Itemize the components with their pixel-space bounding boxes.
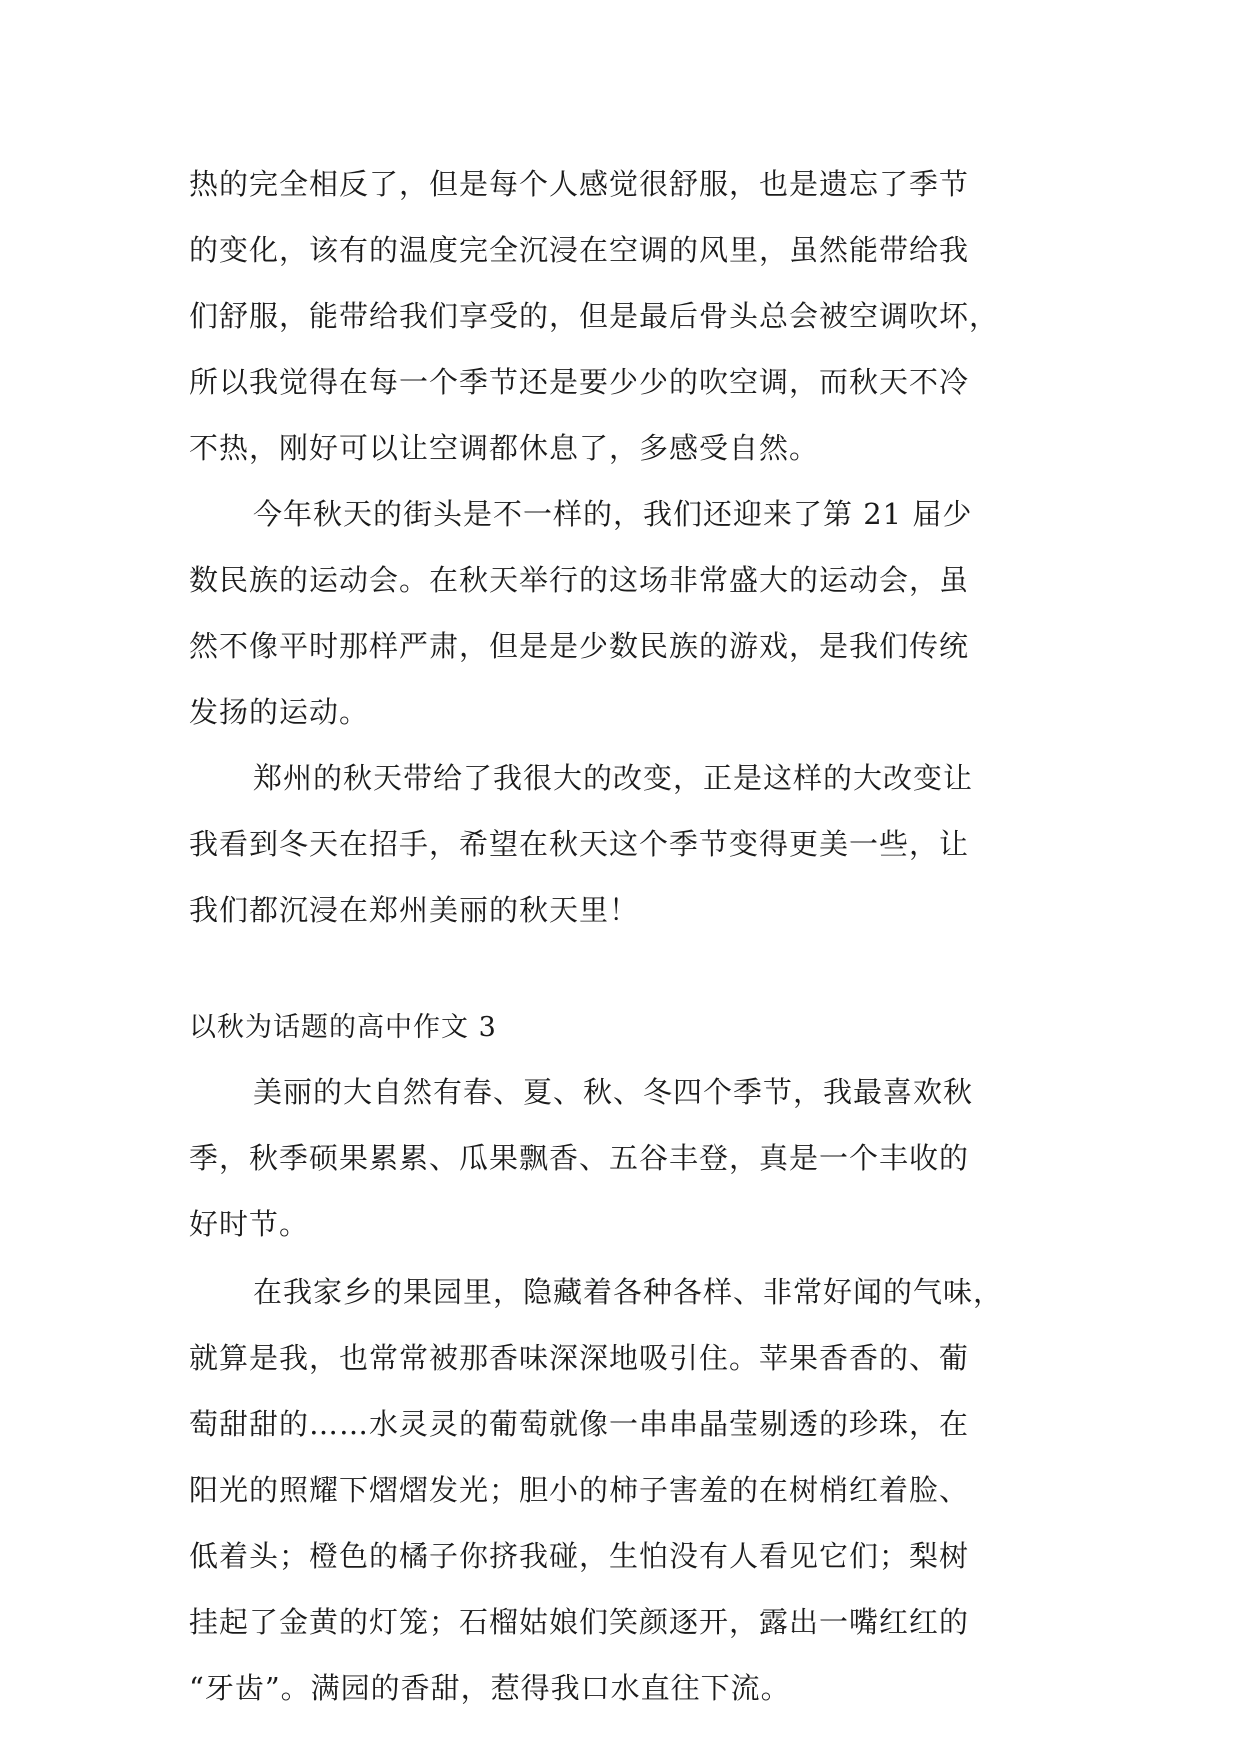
paragraph-1-line-1: 热的完全相反了，但是每个人感觉很舒服，也是遗忘了季节 <box>189 167 970 201</box>
paragraph-1-line-5: 不热，刚好可以让空调都休息了，多感受自然。 <box>189 431 820 465</box>
paragraph-4-line-1: 美丽的大自然有春、夏、秋、冬四个季节，我最喜欢秋 <box>253 1075 974 1109</box>
paragraph-2-line-2: 数民族的运动会。在秋天举行的这场非常盛大的运动会，虽 <box>189 563 970 597</box>
paragraph-5-line-1: 在我家乡的果园里，隐藏着各种各样、非常好闻的气味， <box>253 1275 1004 1309</box>
paragraph-1-line-4: 所以我觉得在每一个季节还是要少少的吹空调，而秋天不冷 <box>189 365 970 399</box>
paragraph-3-line-1: 郑州的秋天带给了我很大的改变，正是这样的大改变让 <box>253 761 974 795</box>
section-heading: 以秋为话题的高中作文 3 <box>189 1012 497 1043</box>
paragraph-5-line-5: 低着头；橙色的橘子你挤我碰，生怕没有人看见它们；梨树 <box>189 1539 970 1573</box>
paragraph-5-line-6: 挂起了金黄的灯笼；石榴姑娘们笑颜逐开，露出一嘴红红的 <box>189 1605 970 1639</box>
paragraph-3-line-3: 我们都沉浸在郑州美丽的秋天里！ <box>189 893 640 927</box>
paragraph-4-line-3: 好时节。 <box>189 1207 310 1241</box>
paragraph-1-line-3: 们舒服，能带给我们享受的，但是最后骨头总会被空调吹坏， <box>189 299 1000 333</box>
paragraph-1-line-2: 的变化，该有的温度完全沉浸在空调的风里，虽然能带给我 <box>189 233 970 267</box>
paragraph-2-line-3: 然不像平时那样严肃，但是是少数民族的游戏，是我们传统 <box>189 629 970 663</box>
paragraph-5-line-2: 就算是我，也常常被那香味深深地吸引住。苹果香香的、葡 <box>189 1341 970 1375</box>
paragraph-5-line-7: “牙齿”。满园的香甜，惹得我口水直往下流。 <box>189 1671 791 1705</box>
paragraph-5-line-4: 阳光的照耀下熠熠发光；胆小的柿子害羞的在树梢红着脸、 <box>189 1473 970 1507</box>
paragraph-5-line-3: 萄甜甜的……水灵灵的葡萄就像一串串晶莹剔透的珍珠，在 <box>189 1407 970 1441</box>
paragraph-3-line-2: 我看到冬天在招手，希望在秋天这个季节变得更美一些，让 <box>189 827 970 861</box>
paragraph-4-line-2: 季，秋季硕果累累、瓜果飘香、五谷丰登，真是一个丰收的 <box>189 1141 970 1175</box>
paragraph-2-line-4: 发扬的运动。 <box>189 695 370 729</box>
paragraph-2-line-1: 今年秋天的街头是不一样的，我们还迎来了第 21 届少 <box>253 497 973 531</box>
